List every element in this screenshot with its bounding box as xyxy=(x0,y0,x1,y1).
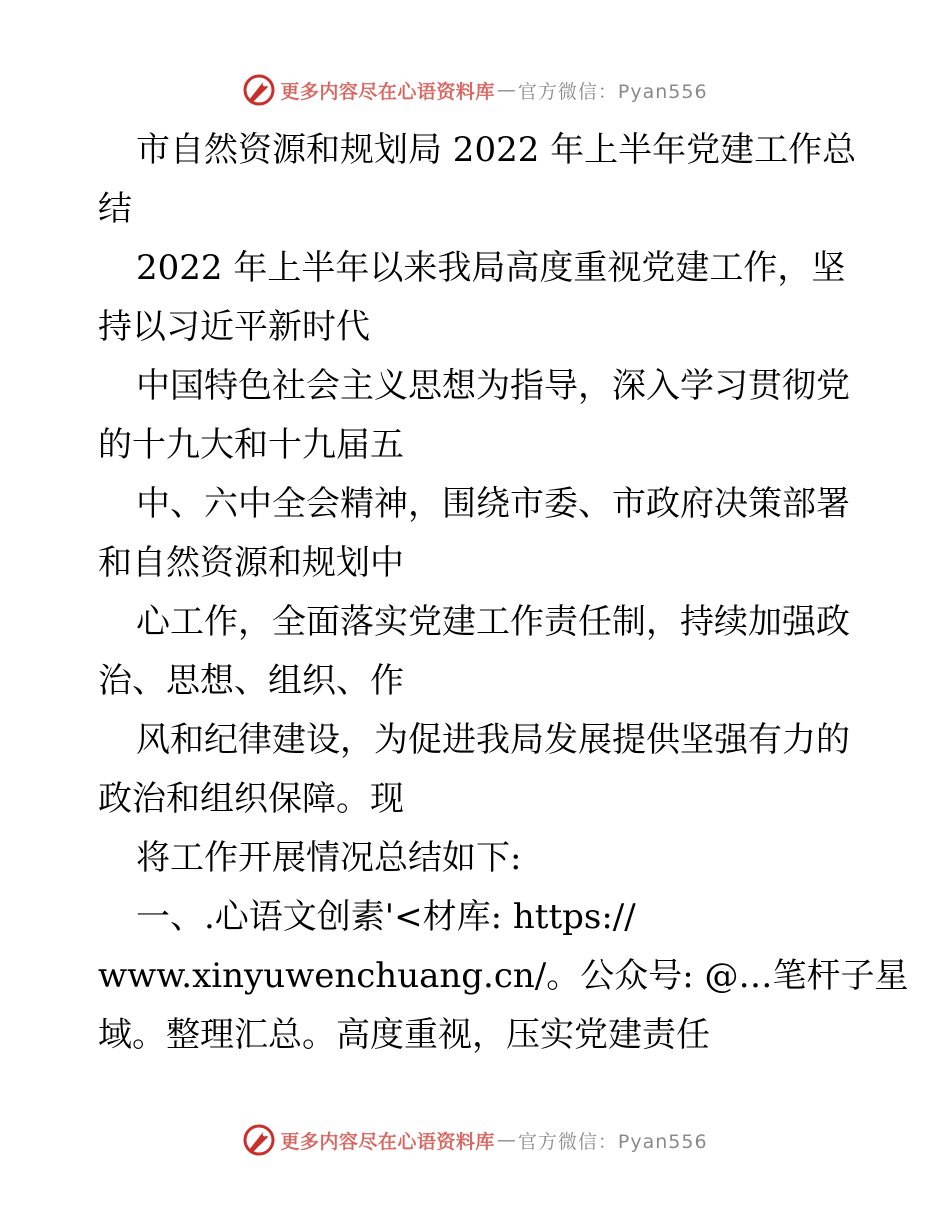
watermark-contact: 官方微信：Pyan556 xyxy=(517,1130,708,1153)
watermark-text: 更多内容尽在心语资料库 xyxy=(280,80,495,103)
watermark-separator: — xyxy=(496,79,516,101)
doc-line: 持以习近平新时代 xyxy=(98,307,370,347)
doc-line: 域。整理汇总。高度重视，压实党建责任 xyxy=(98,1015,710,1055)
doc-line: 中国特色社会主义思想为指导，深入学习贯彻党 xyxy=(136,366,850,406)
doc-line: 政治和组织保障。现 xyxy=(98,779,404,819)
header-watermark xyxy=(0,70,950,110)
doc-title-line-1: 市自然资源和规划局 2022 年上半年党建工作总 xyxy=(136,130,857,170)
doc-line: 和自然资源和规划中 xyxy=(98,543,404,583)
doc-title-line-2: 结 xyxy=(98,189,132,229)
document-body xyxy=(98,121,909,1065)
pen-nib-logo-icon xyxy=(242,1123,276,1157)
section-heading-line: 一、.心语文创素'<材库: https:// xyxy=(136,897,636,937)
doc-line: 将工作开展情况总结如下: xyxy=(136,838,522,878)
watermark-separator: — xyxy=(496,1129,516,1151)
doc-line: 中、六中全会精神，围绕市委、市政府决策部署 xyxy=(136,484,850,524)
doc-line: 治、思想、组织、作 xyxy=(98,661,404,701)
doc-line: www.xinyuwenchuang.cn/。公众号: @…笔杆子星 xyxy=(98,956,909,996)
footer-watermark xyxy=(0,1120,950,1160)
doc-line: 2022 年上半年以来我局高度重视党建工作，坚 xyxy=(136,248,846,288)
watermark-contact: 官方微信：Pyan556 xyxy=(517,80,708,103)
doc-line: 风和纪律建设，为促进我局发展提供坚强有力的 xyxy=(136,720,850,760)
doc-line: 的十九大和十九届五 xyxy=(98,425,404,465)
doc-line: 心工作，全面落实党建工作责任制，持续加强政 xyxy=(136,602,850,642)
watermark-text: 更多内容尽在心语资料库 xyxy=(280,1130,495,1153)
pen-nib-logo-icon xyxy=(242,73,276,107)
